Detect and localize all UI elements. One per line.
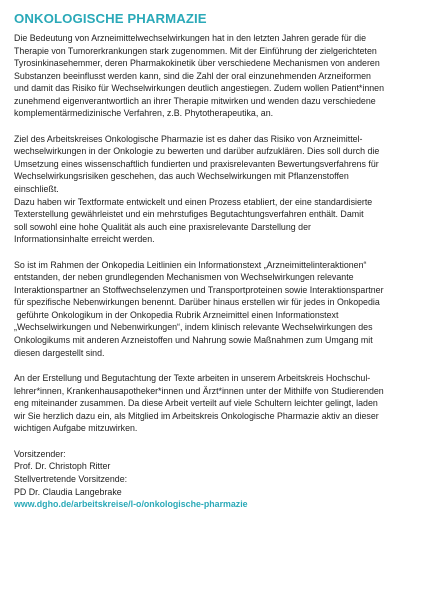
- text-line: Umsetzung eines wissenschaftlich fundierten und praxisrelevanten Bewertungsverfahrens für: [14, 158, 379, 169]
- text-line: diesen dargestellt sind.: [14, 347, 105, 358]
- text-line: wechselwirkungen in der Onkologie zu bewerten und darüber aufzuklären. Dies soll durch die: [14, 146, 380, 157]
- goal-paragraph: [14, 133, 419, 246]
- website-link[interactable]: www.dgho.de/arbeitskreise/l-o/onkologische-pharmazie: [14, 499, 248, 510]
- onkopedia-paragraph: [14, 259, 419, 359]
- text-line: Dazu haben wir Textformate entwickelt und einen Prozess etabliert, der eine standardisierte: [14, 196, 373, 207]
- page-title: ONKOLOGISCHE PHARMAZIE: [14, 11, 207, 26]
- text-line: Interaktionspartner an Stoffwechselenzymen und Transportproteinen sowie Interaktionspartner: [14, 284, 384, 295]
- text-line: wir Sie herzlich dazu ein, als Mitglied im Arbeitskreis Onkologische Pharmazie aktiv an dieser: [14, 410, 379, 421]
- text-line: An der Erstellung und Begutachtung der Texte arbeiten in unserem Arbeitskreis Hochschul-: [14, 373, 371, 384]
- collaboration-paragraph: [14, 372, 419, 435]
- paragraph-spacer: [14, 246, 419, 259]
- chair-label: Vorsitzender:: [14, 448, 66, 459]
- text-line: und damit das Risiko für Wechselwirkungen deutlich angestiegen. Zudem wollen Patient*innen: [14, 83, 385, 94]
- text-line: So ist im Rahmen der Onkopedia Leitlinien ein Informationstext „Arzneimittelinteraktionen“: [14, 259, 367, 270]
- text-line: Onkologikums mit anderen Arzneistoffen und Nahrung sowie Maßnahmen zum Umgang mit: [14, 335, 373, 346]
- text-line: Die Bedeutung von Arzneimittelwechselwirkungen hat in den letzten Jahren gerade für die: [14, 33, 367, 43]
- text-line: entstanden, der neben grundlegenden Mechanismen von Wechselwirkungen relevante: [14, 272, 354, 283]
- text-line: komplementärmedizinische Verfahren, z.B. Phytotherapeutika, an.: [14, 108, 274, 119]
- text-line: geführte Onkologikum in der Onkopedia Rubrik Arzneimittel einen Informationstext: [14, 309, 339, 320]
- chair-name: Prof. Dr. Christoph Ritter: [14, 461, 111, 472]
- text-line: Wechselwirkungsrisiken geschehen, das auch Wechselwirkungen mit Pflanzenstoffen: [14, 171, 349, 182]
- text-line: Therapie von Tumorerkrankungen stark zugenommen. Mit der Einführung der zielgerichteten: [14, 45, 377, 56]
- text-line: Informationsinhalte erreicht werden.: [14, 234, 155, 245]
- document-page: [14, 11, 419, 511]
- text-line: Ziel des Arbeitskreises Onkologische Pharmazie ist es daher das Risiko von Arzneimittel-: [14, 133, 363, 144]
- deputy-name: PD Dr. Claudia Langebrake: [14, 486, 122, 497]
- text-line: Texterstellung gewährleistet und ein mehrstufiges Begutachtungsverfahren enthält. Damit: [14, 209, 364, 220]
- paragraph-spacer: [14, 435, 419, 448]
- text-line: Tyrosinkinasehemmer, deren Pharmakokinetik über verschiedene Mechanismen von anderen: [14, 58, 380, 69]
- text-line: einschließt.: [14, 184, 59, 195]
- intro-paragraph: [14, 32, 419, 120]
- deputy-label: Stellvertretende Vorsitzende:: [14, 473, 128, 484]
- paragraph-spacer: [14, 359, 419, 372]
- text-line: für spezifische Nebenwirkungen benennt. Darüber hinaus erstellen wir für jedes in Onkopedia: [14, 297, 380, 308]
- text-line: soll sowohl eine hohe Qualität als auch eine praxisrelevante Darstellung der: [14, 221, 311, 232]
- text-line: wichtigen Aufgabe mitzuwirken.: [14, 423, 138, 434]
- text-line: lehrer*innen, Krankenhausapotheker*innen und Ärzt*innen unter der Mithilfe von Studierenden: [14, 385, 384, 396]
- text-line: eng miteinander zusammen. Da diese Arbeit verteilt auf viele Schultern leichter gelingt, laden: [14, 398, 378, 409]
- contacts-block: [14, 448, 419, 511]
- text-line: „Wechselwirkungen und Nebenwirkungen“, indem klinisch relevante Wechselwirkungen des: [14, 322, 373, 333]
- paragraph-spacer: [14, 120, 419, 133]
- text-line: zunehmend eigenverantwortlich an ihrer Therapie mitwirken und wenden dazu verschiedene: [14, 95, 376, 106]
- text-line: Substanzen beeinflusst werden kann, sind die Zahl der oral einzunehmenden Arzneiformen: [14, 70, 371, 81]
